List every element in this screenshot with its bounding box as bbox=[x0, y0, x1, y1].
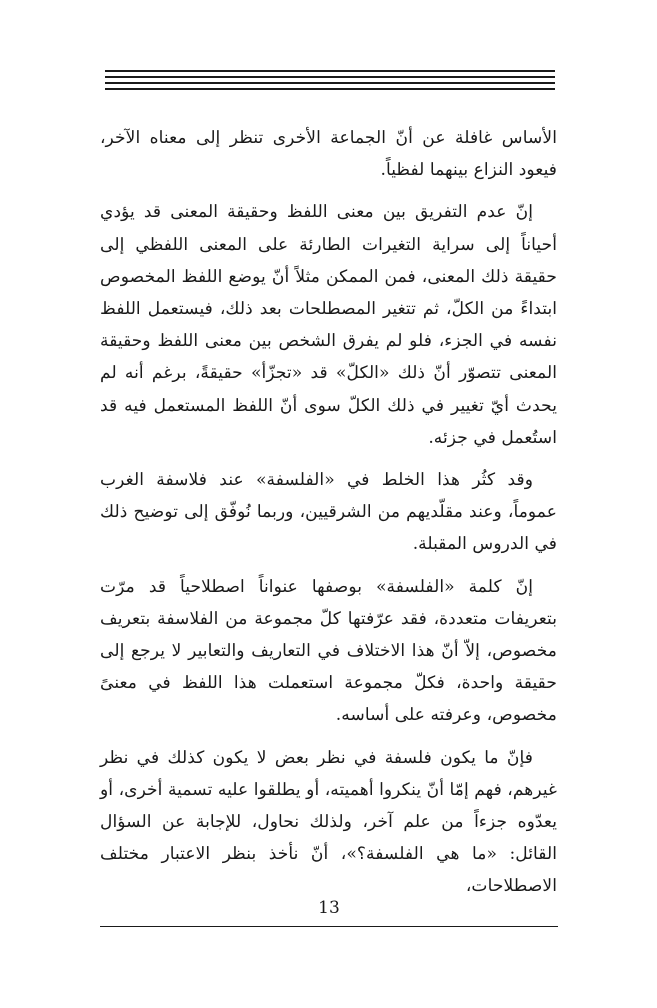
body-text bbox=[100, 122, 557, 913]
paragraph: الأساس غافلة عن أنّ الجماعة الأخرى تنظر إلى معناه الآخر، فيعود النزاع بينهما لفظياً. bbox=[100, 128, 557, 181]
paragraph: وقد كثُر هذا الخلط في «الفلسفة» عند فلاسفة الغرب عموماً، وعند مقلّديهم من الشرقيين، وربما نُوفّق إلى توضيح ذلك في الدروس المقبلة. bbox=[100, 470, 557, 555]
paragraph: فإنّ ما يكون فلسفة في نظر بعض لا يكون كذلك في نظر غيرهم، فهم إمّا أنّ ينكروا أهميته، أو يطلقوا عليه تسمية أخرى، أو يعدّوه جزءاً من علم آخر، ولذلك نحاول، للإجابة عن السؤال القائل: «ما هي الفلسفة؟»، أنّ نأخذ بنظر الاعتبار مختلف الاصطلاحات، bbox=[100, 747, 557, 897]
page-number: 13 bbox=[318, 898, 340, 918]
paragraph: إنّ عدم التفريق بين معنى اللفظ وحقيقة المعنى قد يؤدي أحياناً إلى سراية التغيرات الطارئة على المعنى اللفظي إلى حقيقة ذلك المعنى، فمن الممكن مثلاً أنّ يوضع اللفظ المخصوص ابتداءً من الكلّ، ثم تتغير المصطلحات بعد ذلك، فيستعمل اللفظ نفسه في الجزء، فلو لم يفرق الشخص بين معنى اللفظ وحقيقة المعنى تتصوّر أنّ ذلك «الكلّ» قد «تجزّأ» حقيقةً، برغم أنه لم يحدث أيّ تغيير في ذلك الكلّ سوى أنّ اللفظ المستعمل فيه قد استُعمل في جزئه. bbox=[100, 202, 557, 448]
header-rule bbox=[105, 82, 555, 84]
header-rule bbox=[105, 88, 555, 90]
footer-rule bbox=[100, 926, 558, 927]
paragraph: إنّ كلمة «الفلسفة» بوصفها عنواناً اصطلاحياً قد مرّت بتعريفات متعددة، فقد عرّفتها كلّ مجموعة من الفلاسفة بتعريف مخصوص، إلاّ أنّ هذا الاختلاف في التعاريف والتعابير لا يرجع إلى حقيقة واحدة، فكلّ مجموعة استعملت هذا اللفظ في معنىً مخصوص، وعرفته على أساسه. bbox=[100, 576, 557, 726]
page-footer bbox=[100, 898, 558, 932]
header-rule bbox=[105, 70, 555, 72]
header-rule bbox=[105, 76, 555, 78]
